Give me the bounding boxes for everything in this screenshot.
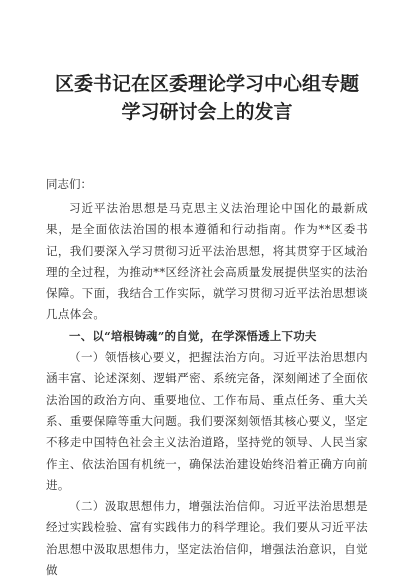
salutation: 同志们： bbox=[46, 177, 92, 191]
section-heading-1: 一、以“培根铸魂”的自觉，在学深悟透上下功夫 bbox=[69, 328, 317, 343]
section-paragraph-2: （二）汲取思想伟力，增强法治信仰。习近平法治思想是经过实践检验、富有实践伟力的科学理论。我们要从习近平法治思想中汲取思想伟力，坚定法治信仰，增强法治意识，自觉做 bbox=[46, 499, 368, 578]
intro-paragraph: 习近平法治思想是马克思主义法治理论中国化的最新成果，是全面依法治国的根本遵循和行动指南。作为**区委书记，我们要深入学习贯彻习近平法治思想，将其贯穿于区域治理的全过程，为推动**区经济社会高质量发展提供坚实的法治保障。下面，我结合工作实际，就学习贯彻习近平法治思想谈几点体会。 bbox=[46, 201, 368, 322]
section-paragraph-1: （一）领悟核心要义，把握法治方向。习近平法治思想内涵丰富、论述深刻、逻辑严密、系统完备，深刻阐述了全面依法治国的政治方向、重要地位、工作布局、重点任务、重大关系、重要保障等重大问题。我们要深刻领悟其核心要义，坚定不移走中国特色社会主义法治道路，坚持党的领导、人民当家作主、依法治国有机统一，确保法治建设始终沿着正确方向前进。 bbox=[46, 350, 368, 492]
document-title bbox=[46, 70, 368, 126]
title-line-2: 学习研讨会上的发言 bbox=[121, 101, 293, 123]
title-line-1: 区委书记在区委理论学习中心组专题 bbox=[54, 73, 359, 95]
